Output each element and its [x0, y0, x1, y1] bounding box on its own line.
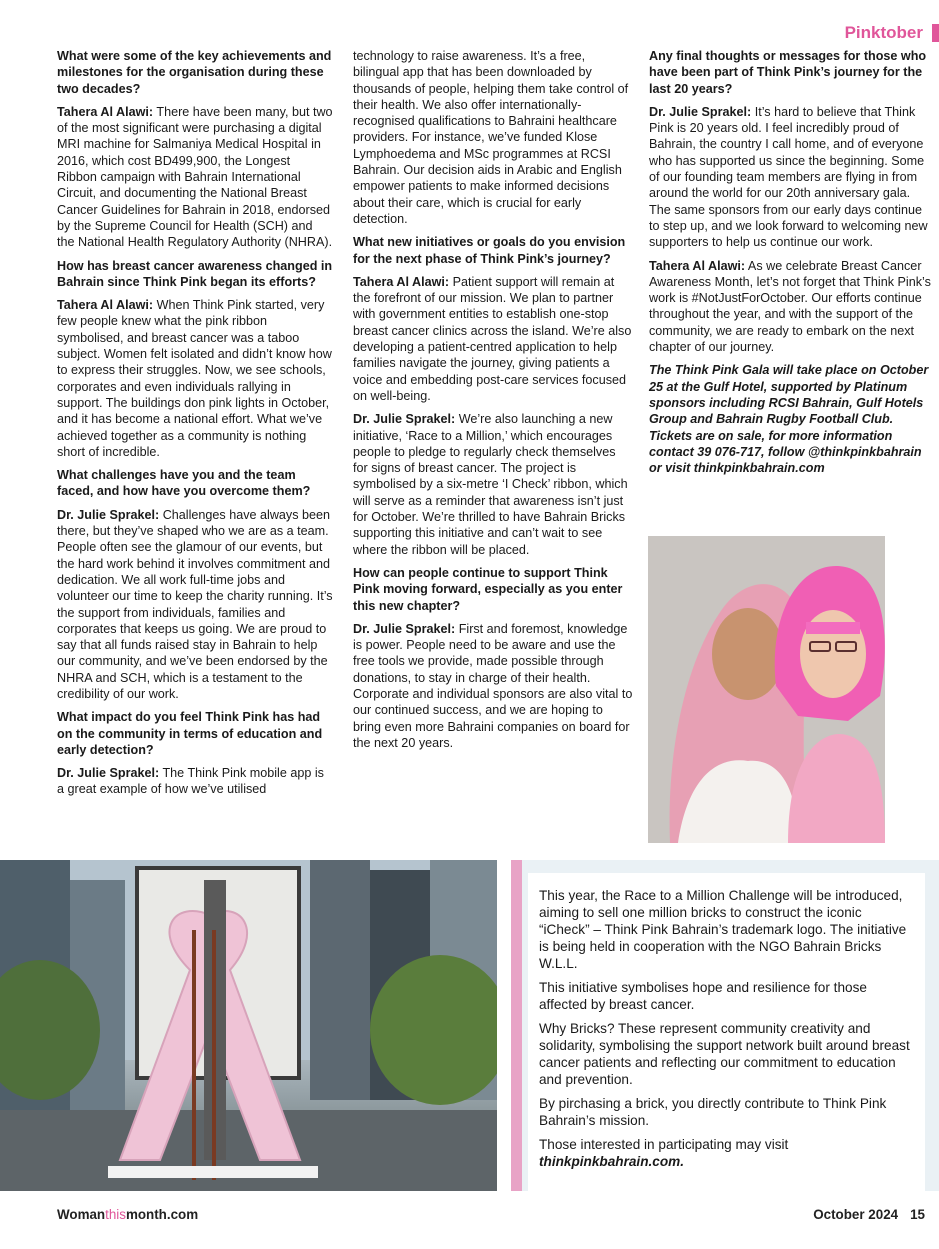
speaker-name: Dr. Julie Sprakel:	[57, 507, 160, 522]
section-title: Pinktober	[844, 23, 923, 42]
answer-paragraph	[57, 507, 333, 703]
issue-date: October 2024	[813, 1207, 899, 1222]
sidebar-paragraph: By pirchasing a brick, you directly contribute to Think Pink Bahrain’s mission.	[539, 1096, 887, 1128]
footer-issue	[813, 1207, 925, 1222]
answer-text: When Think Pink started, very few people knew what the pink ribbon symbolised, and breast cancer was a taboo subject. Women felt isolated and didn’t know how to express their struggles. Now, we see schools, corporates and even individuals rallying in support. The buildings don pink lights in October, and it has become a national effort. What we’ve achieved together as a community is nothing short of incredible.	[57, 298, 332, 459]
section-bar	[932, 24, 939, 42]
portrait-photo	[648, 536, 885, 843]
answer-paragraph	[649, 258, 931, 356]
question-heading: What impact do you feel Think Pink has had on the community in terms of education and early detection?	[57, 710, 323, 757]
answer-paragraph	[649, 104, 931, 251]
answer-paragraph	[353, 274, 633, 404]
gala-announcement: The Think Pink Gala will take place on October 25 at the Gulf Hotel, supported by Platinum sponsors including RCSI Bahrain, Gulf Hotels Group and Bahrain Rugby Football Club. Tickets are on sale, for more information contact 39 076-717, follow @thinkpinkbahrain or visit thinkpinkbahrain.com	[649, 363, 929, 476]
speaker-name: Dr. Julie Sprakel:	[353, 621, 456, 636]
page-number: 15	[910, 1207, 925, 1222]
speaker-name: Tahera Al Alawi:	[353, 274, 450, 289]
speaker-name: Dr. Julie Sprakel:	[57, 766, 160, 781]
site-part-woman: Woman	[57, 1207, 106, 1222]
question-heading: How can people continue to support Think Pink moving forward, especially as you enter this new chapter?	[353, 565, 623, 613]
article-column-1	[57, 48, 333, 805]
brick-ribbon-illustration	[0, 860, 497, 1191]
sidebar-paragraph: Why Bricks? These represent community creativity and solidarity, symbolising the support network built around breast cancer patients and reflecting our commitment to education and prevention.	[539, 1021, 910, 1087]
sidebar-box	[528, 873, 925, 1191]
article-column-3	[649, 48, 931, 483]
sidebar-text: Those interested in participating may visit	[539, 1137, 789, 1152]
question-heading: Any final thoughts or messages for those who have been part of Think Pink’s journey for the last 20 years?	[649, 49, 927, 96]
speaker-name: Dr. Julie Sprakel:	[649, 104, 752, 119]
sidebar-paragraph: This initiative symbolises hope and resilience for those affected by breast cancer.	[539, 980, 867, 1012]
answer-text: The Think Pink mobile app is a great example of how we’ve utilised	[57, 766, 324, 797]
answer-paragraph	[57, 765, 333, 798]
answer-text: Patient support will remain at the forefront of our mission. We plan to partner with government entities to establish one-stop breast cancer clinics across the island. We’re also developing a patient-centred application to help families navigate the journey, giving patients a voice and embedding post-care services focused on well-being.	[353, 274, 632, 403]
answer-text: There have been many, but two of the most significant were purchasing a digital MRI machine for Salmaniya Medical Hospital in 2016, which cost BD499,900, the Longest Ribbon campaign with Bahrain International Circuit, and documenting the National Breast Cancer Guidelines for Bahrain in 2018, endorsed by the Supreme Council for Health (SCH) and the National Health Regulatory Authority (NHRA).	[57, 104, 333, 250]
answer-paragraph	[57, 297, 333, 460]
speaker-name: Dr. Julie Sprakel:	[353, 412, 456, 427]
answer-paragraph	[57, 104, 333, 251]
answer-paragraph: technology to raise awareness. It’s a free, bilingual app that has been downloaded by thousands of people, helping them take control of their health. We also offer internationally-recognised qualifications to Bahraini healthcare providers. For instance, we’ve funded Klose Lymphoedema and MSc programmes at RCSI Bahrain. Our decision aids in Arabic and English empower patients to make informed decisions about their care, which is crucial for early detection.	[353, 49, 629, 226]
answer-text: It’s hard to believe that Think Pink is 20 years old. I feel incredibly proud of Bahrain, the country I call home, and of everyone who has supported us since the beginning. Some of our founding team members are flying in from around the world for our 20th anniversary gala. The same sponsors from our early days continue to step up, and we look forward to welcoming new supporters to help us continue our work.	[649, 104, 928, 250]
footer-site-name	[57, 1207, 198, 1222]
answer-text: First and foremost, knowledge is power. People need to be aware and use the free tools we provide, made possible through donations, to stay in charge of their health. Corporate and individual sponsors are also vital to our continued success, and we are hoping to bring even more Bahraini companies on board for the next 20 years.	[353, 621, 633, 750]
article-column-2	[353, 48, 633, 758]
brick-ribbon-photo	[0, 860, 497, 1191]
answer-text: As we celebrate Breast Cancer Awareness Month, let’s not forget that Think Pink’s work is #NotJustForOctober. Our efforts continue throughout the year, and with the support of the community, we are ready to embark on the next chapter of our journey.	[649, 258, 931, 355]
answer-text: Challenges have always been there, but they’ve shaped who we are as a team. People often see the glamour of our events, but the hard work behind it involves commitment and dedication. We all work full-time jobs and volunteer our time to keep the charity running. It’s the support from individuals, families and corporates that keeps us going. We are proud to say that all funds raised stay in Bahrain to help our community, and we’ve been endorsed by the NHRA and SCH, which is a testament to the credibility of our work.	[57, 507, 333, 701]
question-heading: What were some of the key achievements and milestones for the organisation during these two decades?	[57, 49, 332, 96]
site-part-month: month.com	[125, 1207, 199, 1222]
question-heading: What new initiatives or goals do you envision for the next phase of Think Pink’s journey?	[353, 235, 626, 266]
portrait-illustration	[648, 536, 885, 843]
sidebar-paragraph	[539, 1136, 915, 1170]
speaker-name: Tahera Al Alawi:	[57, 298, 154, 313]
sidebar-link[interactable]: thinkpinkbahrain.com.	[539, 1154, 685, 1169]
answer-text: We’re also launching a new initiative, ‘Race to a Million,’ which encourages people to pledge to regularly check themselves for signs of breast cancer. The project is symbolised by a six-metre ‘I Check’ ribbon, which will serve as a reminder that awareness isn’t just for October. We’re thrilled to have Bahrain Bricks supporting this initiative and can’t wait to see where the ribbon will be placed.	[353, 412, 628, 557]
sidebar-accent-bar	[511, 860, 522, 1191]
section-tag	[845, 22, 939, 44]
answer-paragraph	[353, 621, 633, 751]
site-part-this: this	[105, 1207, 126, 1222]
question-heading: How has breast cancer awareness changed in Bahrain since Think Pink began its efforts?	[57, 258, 333, 289]
speaker-name: Tahera Al Alawi:	[57, 104, 154, 119]
speaker-name: Tahera Al Alawi:	[649, 258, 746, 273]
answer-paragraph	[353, 411, 633, 558]
sidebar-paragraph: This year, the Race to a Million Challenge will be introduced, aiming to sell one million bricks to construct the iconic “iCheck” – Think Pink Bahrain’s trademark logo. The initiative is being held in cooperation with the NGO Bahrain Bricks W.L.L.	[539, 888, 907, 971]
question-heading: What challenges have you and the team faced, and how have you overcome them?	[57, 468, 311, 499]
